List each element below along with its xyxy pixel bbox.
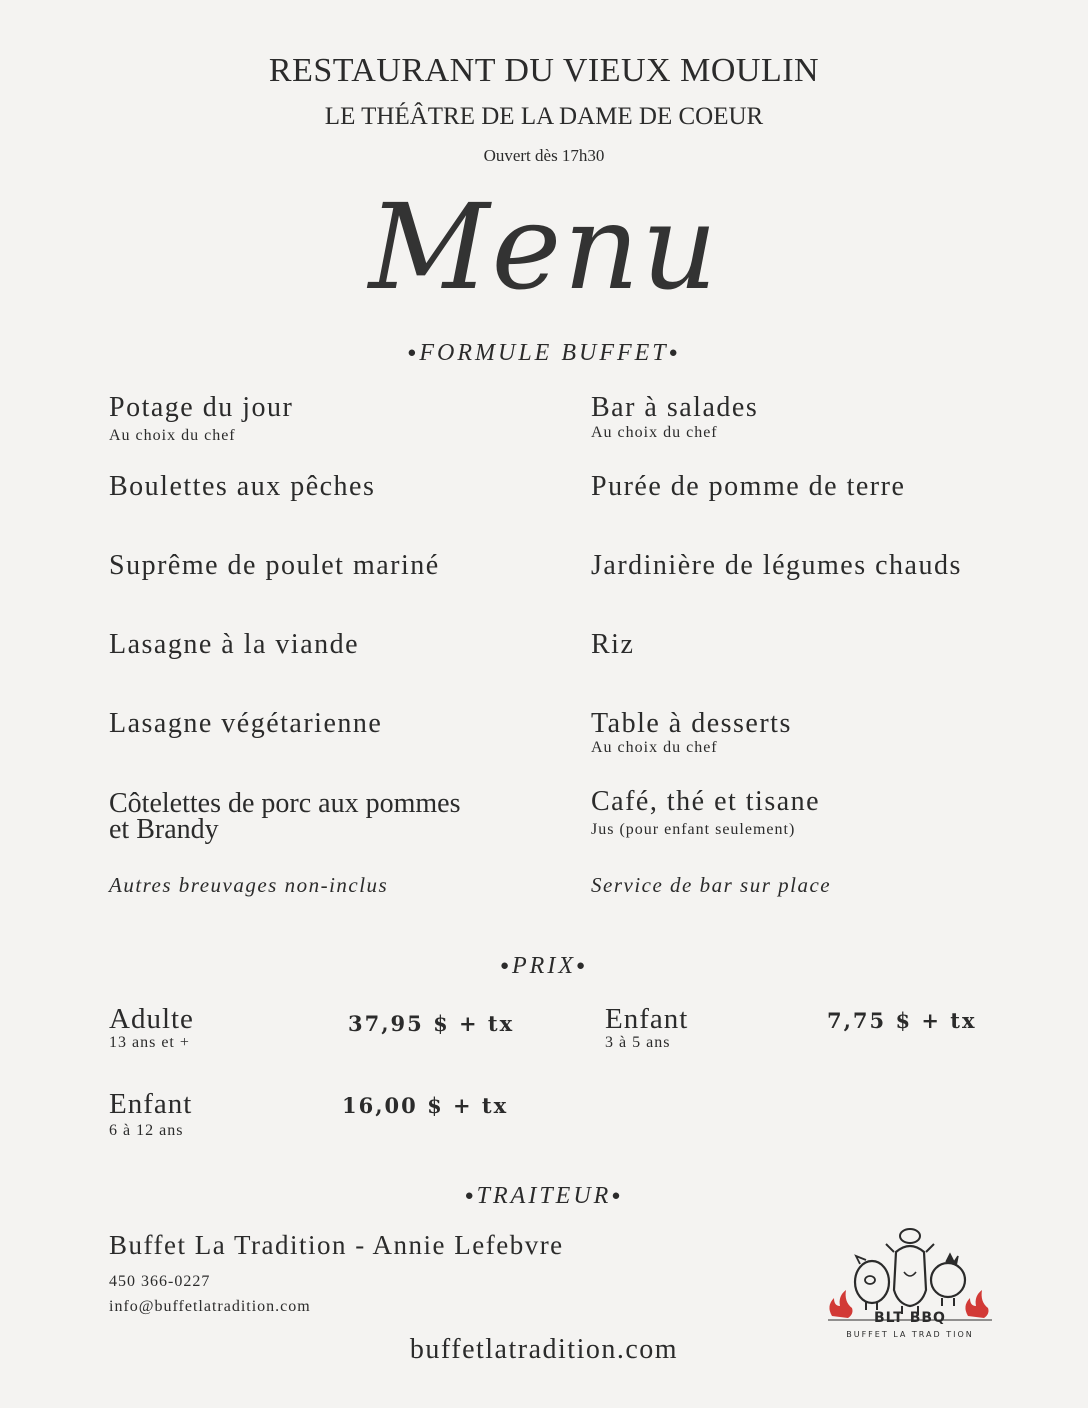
caterer-phone: 450 366-0227 — [109, 1273, 211, 1290]
menu-item-cotelettes-line2: et Brandy — [109, 814, 219, 845]
menu-item-cotelettes-line1: Côtelettes de porc aux pommes — [109, 788, 461, 819]
menu-item-supreme: Suprême de poulet mariné — [109, 550, 440, 581]
buffet-section-title — [0, 340, 1088, 367]
theatre-subtitle: LE THÉÂTRE DE LA DAME DE COEUR — [324, 103, 764, 130]
price-section-title — [0, 953, 1088, 980]
menu-item-note: Au choix du chef — [109, 427, 236, 444]
price-child-small-value: 7,75 $ + tx — [827, 1008, 977, 1033]
menu-item-note: Au choix du chef — [591, 424, 718, 441]
blt-bbq-logo — [822, 1222, 998, 1344]
menu-item-potage: Potage du jour — [109, 392, 294, 423]
bullet-icon: ● — [499, 958, 512, 974]
price-child-age: 6 à 12 ans — [109, 1122, 184, 1139]
price-adult-value: 37,95 $ + tx — [348, 1011, 515, 1036]
menu-item-cafe: Café, thé et tisane — [591, 786, 821, 817]
caterer-section-title — [0, 1183, 1088, 1210]
menu-item-puree: Purée de pomme de terre — [591, 471, 906, 502]
bullet-icon: ● — [575, 958, 589, 974]
menu-item-lasagne-vege: Lasagne végétarienne — [109, 708, 383, 739]
menu-item-riz: Riz — [591, 629, 635, 660]
menu-item-jardiniere: Jardinière de légumes chauds — [591, 550, 962, 581]
price-child-small-label: Enfant — [605, 1003, 689, 1035]
price-adult-age: 13 ans et + — [109, 1034, 190, 1051]
caterer-website: buffetlatradition.com — [409, 1334, 679, 1365]
menu-item-note: Jus (pour enfant seulement) — [591, 821, 796, 838]
bullet-icon: ● — [407, 345, 420, 361]
menu-item-boulettes: Boulettes aux pêches — [109, 471, 376, 502]
buffet-section-label: FORMULE BUFFET — [419, 340, 669, 366]
bullet-icon: ● — [464, 1188, 477, 1204]
price-child-small-age: 3 à 5 ans — [605, 1034, 671, 1051]
menu-item-desserts: Table à desserts — [591, 708, 792, 739]
caterer-email: info@buffetlatradition.com — [109, 1298, 311, 1315]
menu-item-note: Au choix du chef — [591, 739, 718, 756]
price-adult-label: Adulte — [109, 1003, 194, 1035]
bullet-icon: ● — [668, 345, 681, 361]
bar-footnote: Service de bar sur place — [591, 873, 832, 897]
restaurant-title: RESTAURANT DU VIEUX MOULIN — [268, 52, 820, 89]
caterer-name: Buffet La Tradition - Annie Lefebvre — [109, 1230, 564, 1260]
logo-title: BLT BBQ — [874, 1310, 946, 1326]
price-section-label: PRIX — [512, 953, 576, 979]
price-child-label: Enfant — [109, 1088, 193, 1120]
caterer-section-label: TRAITEUR — [476, 1183, 612, 1209]
opening-hours: Ouvert dès 17h30 — [483, 146, 605, 165]
logo-tagline: BUFFET LA TRAD TION — [846, 1330, 974, 1339]
beverage-footnote: Autres breuvages non-inclus — [109, 873, 389, 897]
price-child-value: 16,00 $ + tx — [342, 1093, 509, 1118]
menu-item-cotelettes — [109, 788, 461, 845]
bullet-icon: ● — [611, 1188, 624, 1204]
menu-item-lasagne-viande: Lasagne à la viande — [109, 629, 360, 660]
menu-heading: Menu — [368, 178, 720, 316]
menu-item-bar-salades: Bar à salades — [591, 392, 759, 423]
